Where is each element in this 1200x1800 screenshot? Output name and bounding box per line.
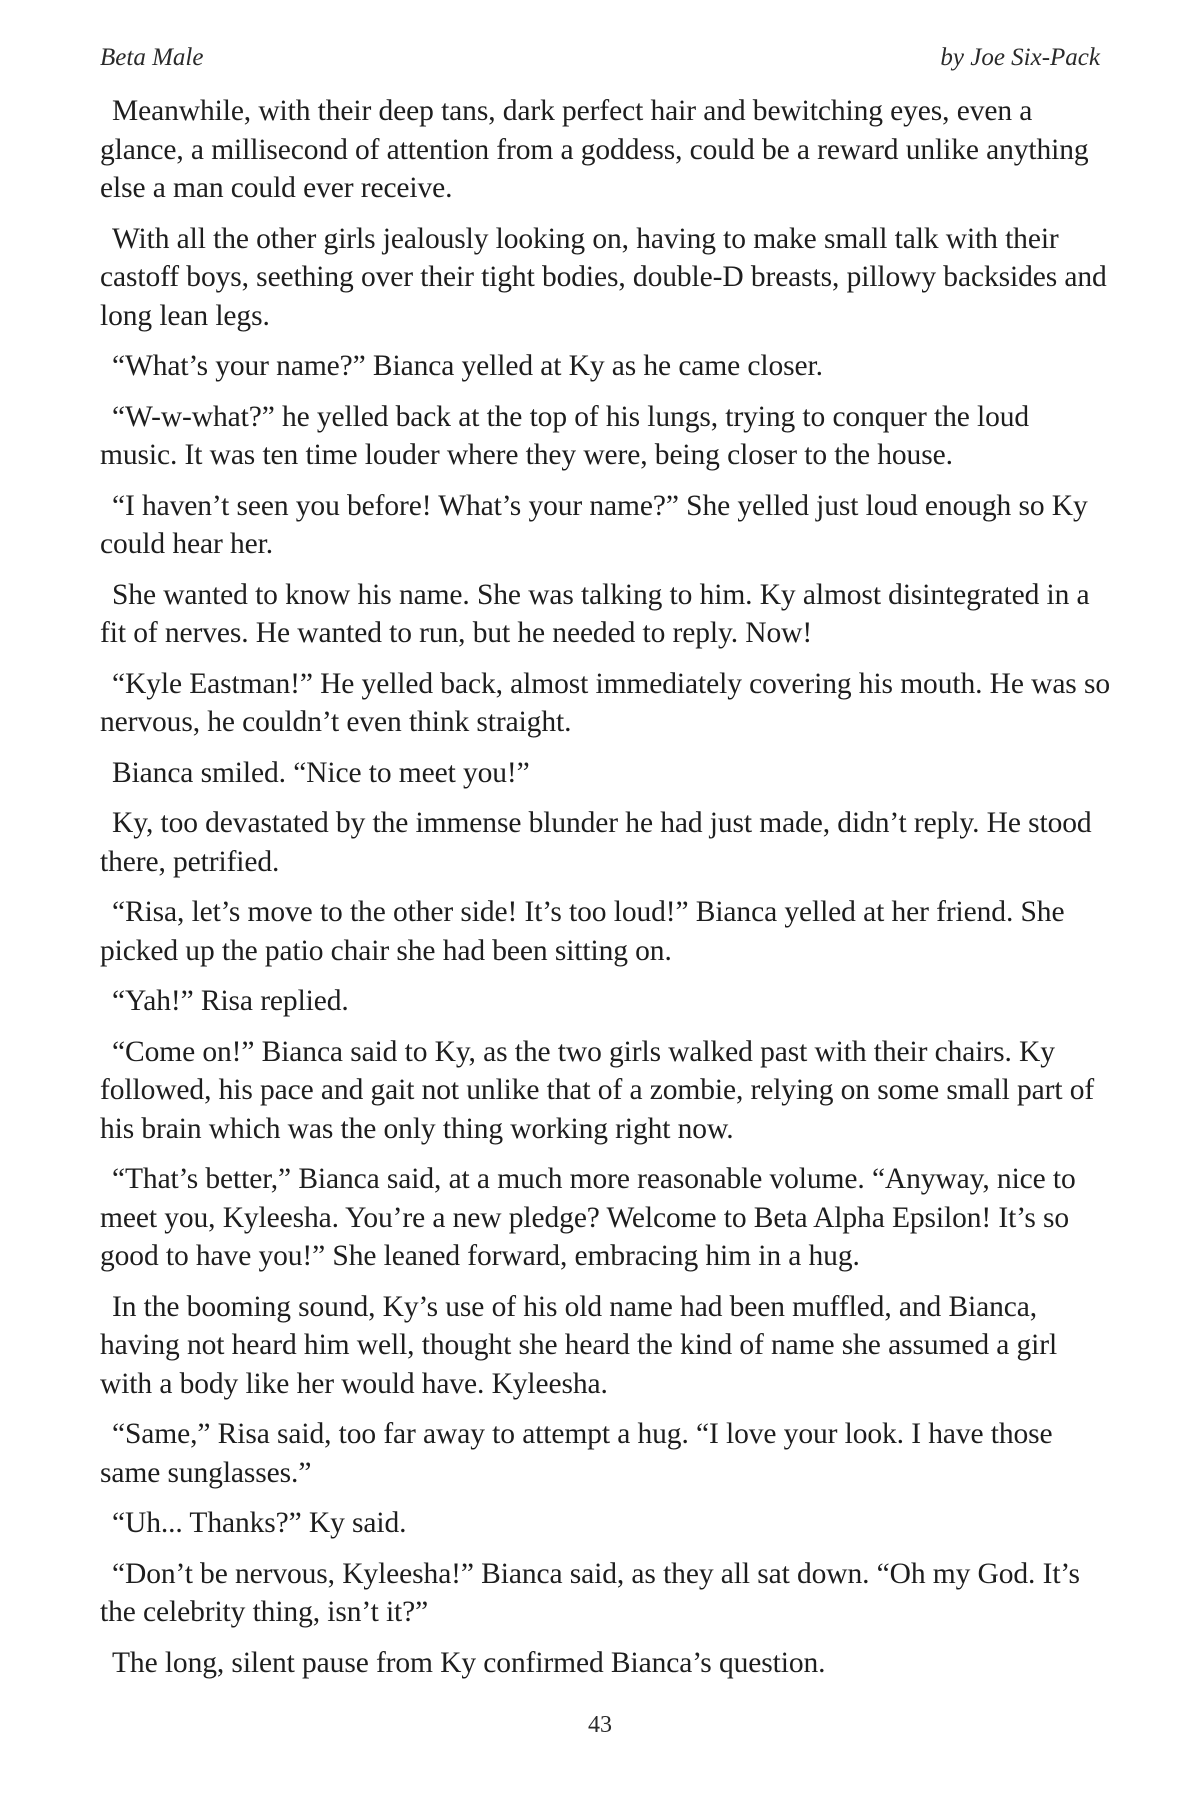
- paragraph: “Come on!” Bianca said to Ky, as the two girls walked past with their chairs. Ky followed, his pace and gait not unlike that of a zombie, relying on some small part of his brain which was the only thing working right now.: [100, 1035, 1095, 1145]
- paragraph: The long, silent pause from Ky confirmed Bianca’s question.: [112, 1646, 826, 1679]
- paragraph: “I haven’t seen you before! What’s your name?” She yelled just loud enough so Ky could hear her.: [100, 489, 1088, 560]
- paragraph: “Risa, let’s move to the other side! It’s too loud!” Bianca yelled at her friend. She picked up the patio chair she had been sitting on.: [100, 896, 1065, 967]
- page-number: 43: [588, 1712, 612, 1738]
- paragraph: She wanted to know his name. She was talking to him. Ky almost disintegrated in a fit of nerves. He wanted to run, but he needed to reply. Now!: [100, 578, 1090, 649]
- paragraph: “Same,” Risa said, too far away to attempt a hug. “I love your look. I have those same sunglasses.”: [100, 1418, 1053, 1489]
- paragraph: “Uh... Thanks?” Ky said.: [112, 1507, 407, 1539]
- paragraph: With all the other girls jealously looking on, having to make small talk with their castoff boys, seething over their tight bodies, double-D breasts, pillowy backsides and long lean legs.: [100, 222, 1107, 332]
- paragraph: “Don’t be nervous, Kyleesha!” Bianca said, as they all sat down. “Oh my God. It’s the celebrity thing, isn’t it?”: [100, 1557, 1080, 1628]
- paragraph: “Kyle Eastman!” He yelled back, almost immediately covering his mouth. He was so nervous, he couldn’t even think straight.: [100, 667, 1110, 738]
- book-title: Beta Male: [100, 44, 204, 71]
- paragraph: Ky, too devastated by the immense blunder he had just made, didn’t reply. He stood there, petrified.: [100, 807, 1092, 878]
- running-header: [100, 44, 1100, 80]
- author-name: by Joe Six-Pack: [940, 44, 1100, 71]
- paragraph: In the booming sound, Ky’s use of his old name had been muffled, and Bianca, having not heard him well, thought she heard the kind of name she assumed a girl with a body like her would have. Kyleesha.: [100, 1290, 1058, 1400]
- paragraph: Bianca smiled. “Nice to meet you!”: [112, 756, 530, 789]
- paragraph: “Yah!” Risa replied.: [112, 985, 349, 1017]
- paragraph: “That’s better,” Bianca said, at a much more reasonable volume. “Anyway, nice to meet you, Kyleesha. You’re a new pledge? Welcome to Beta Alpha Epsilon! It’s so good to have you!” She leaned forward, embracing him in a hug.: [100, 1163, 1076, 1272]
- paragraph: “W-w-what?” he yelled back at the top of his lungs, trying to conquer the loud music. It was ten time louder where they were, being closer to the house.: [100, 400, 1030, 471]
- body-text: [100, 92, 1110, 1694]
- paragraph: Meanwhile, with their deep tans, dark perfect hair and bewitching eyes, even a glance, a millisecond of attention from a goddess, could be a reward unlike anything else a man could ever receive.: [100, 95, 1089, 204]
- paragraph: “What’s your name?” Bianca yelled at Ky as he came closer.: [112, 350, 823, 382]
